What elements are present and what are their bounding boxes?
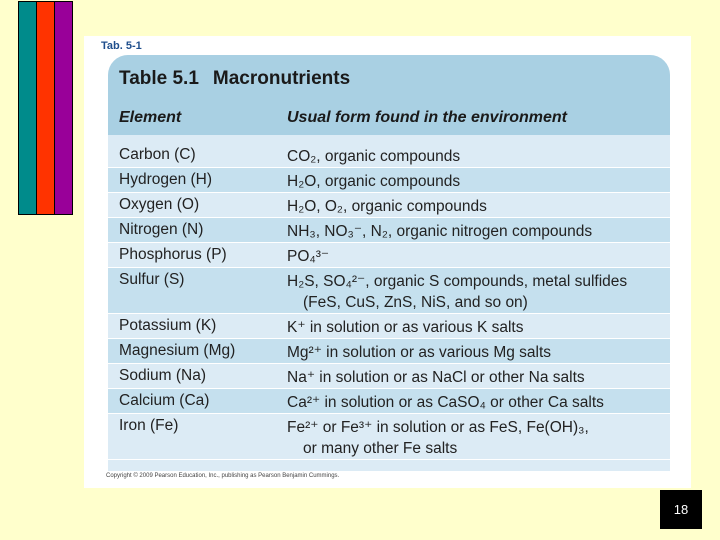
cell-form: [287, 196, 487, 217]
cell-form: [287, 317, 523, 338]
table-row: [108, 389, 670, 414]
cell-form: [287, 246, 329, 267]
cell-form-text: Ca²⁺ in solution or as CaSO₄ or other Ca salts: [287, 394, 604, 411]
table-number: Table 5.1: [119, 68, 199, 89]
cell-form-text: NH₃, NO₃⁻, N₂, organic nitrogen compounds: [287, 223, 593, 240]
cell-element: Carbon (C): [119, 146, 196, 163]
cell-element: Sodium (Na): [119, 367, 206, 384]
cell-form-text: CO₂, organic compounds: [287, 148, 461, 165]
table-row: [108, 364, 670, 389]
page-number: 18: [660, 490, 702, 529]
cell-form-text: H₂O, organic compounds: [287, 173, 461, 190]
table-row: [108, 314, 670, 339]
table-title: [119, 68, 350, 90]
cell-form-text: K⁺ in solution or as various K salts: [287, 319, 524, 336]
cell-form: [287, 171, 460, 192]
table-row: [108, 268, 670, 314]
cell-form: [287, 367, 585, 388]
table-row: [108, 168, 670, 193]
table-row: [108, 243, 670, 268]
cell-form-text: Fe²⁺ or Fe³⁺ in solution or as FeS, Fe(OH)₃,: [287, 419, 589, 436]
cell-element: Iron (Fe): [119, 417, 179, 434]
cell-element: Calcium (Ca): [119, 392, 210, 409]
cell-element: Magnesium (Mg): [119, 342, 236, 359]
table-row: [108, 143, 670, 168]
copyright-note: Copyright © 2009 Pearson Education, Inc., publishing as Pearson Benjamin Cummings.: [106, 473, 340, 479]
decor-stripe-teal: [18, 1, 37, 215]
cell-form: [287, 417, 589, 459]
cell-form-text: Na⁺ in solution or as NaCl or other Na salts: [287, 369, 585, 386]
cell-form-text: Mg²⁺ in solution or as various Mg salts: [287, 344, 552, 361]
table-row: [108, 339, 670, 364]
cell-element: Potassium (K): [119, 317, 217, 334]
cell-element: Sulfur (S): [119, 271, 185, 288]
cell-element: Oxygen (O): [119, 196, 200, 213]
cell-form: [287, 392, 604, 413]
column-header-element: Element: [119, 109, 182, 126]
table-title-text: Macronutrients: [212, 68, 351, 89]
decor-stripe-red: [36, 1, 55, 215]
table-row: [108, 414, 670, 460]
cell-element: Phosphorus (P): [119, 246, 227, 263]
cell-form-text: PO₄³⁻: [287, 248, 330, 265]
cell-form: [287, 146, 460, 167]
cell-form-text: H₂S, SO₄²⁻, organic S compounds, metal sulfides: [287, 273, 628, 290]
table-figure: [84, 36, 691, 488]
cell-form-text: H₂O, O₂, organic compounds: [287, 198, 487, 215]
table-row: [108, 218, 670, 243]
table-body: [108, 143, 670, 460]
tab-label: Tab. 5-1: [101, 40, 142, 52]
cell-element: Nitrogen (N): [119, 221, 204, 238]
cell-form: [287, 221, 592, 242]
table-header: [108, 55, 670, 135]
column-header-form: Usual form found in the environment: [287, 109, 568, 126]
cell-form: [287, 271, 627, 313]
cell-form-continuation: or many other Fe salts: [303, 440, 458, 457]
cell-form-continuation: (FeS, CuS, ZnS, NiS, and so on): [303, 294, 528, 311]
cell-element: Hydrogen (H): [119, 171, 213, 188]
cell-form: [287, 342, 551, 363]
macronutrients-table: [108, 55, 670, 471]
decor-stripe-purple: [54, 1, 73, 215]
table-row: [108, 193, 670, 218]
